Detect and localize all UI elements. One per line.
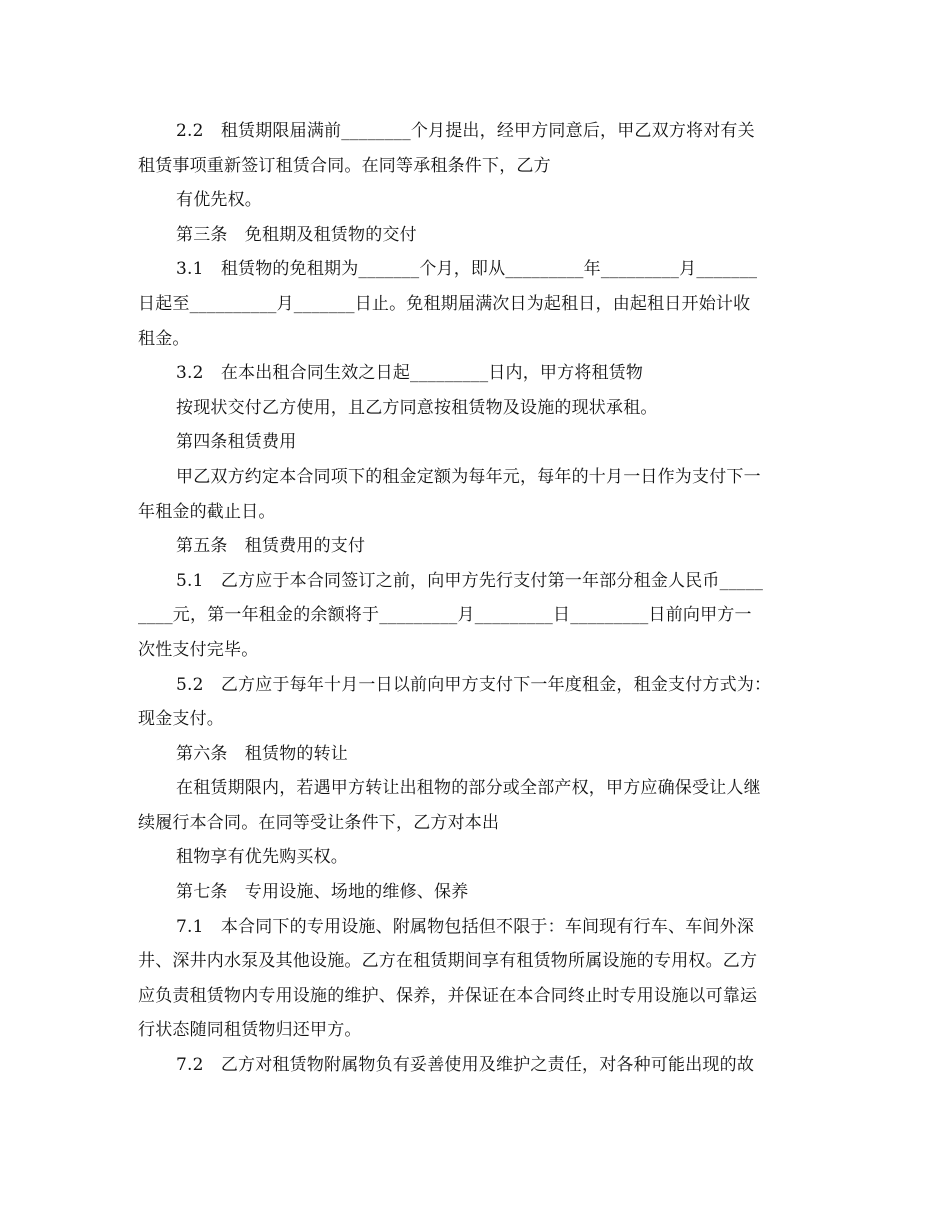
text-line: 在租赁期限内，若遇甲方转让出租物的部分或全部产权，甲方应确保受让人继 bbox=[176, 778, 761, 799]
text-line: 井、深井内水泵及其他设施。乙方在租赁期间享有租赁物所属设施的专用权。乙方 bbox=[138, 951, 758, 972]
text-line: 5.2 乙方应于每年十月一日以前向甲方支付下一年度租金，租金支付方式为： bbox=[176, 674, 772, 695]
text-line: 甲乙双方约定本合同项下的租金定额为每年元，每年的十月一日作为支付下一 bbox=[176, 466, 761, 487]
text-line: 次性支付完毕。 bbox=[138, 639, 259, 660]
text-line: 租金。 bbox=[138, 328, 190, 349]
text-line: 年租金的截止日。 bbox=[138, 501, 276, 522]
section-heading: 第六条 租赁物的转让 bbox=[176, 743, 348, 764]
section-heading: 第四条租赁费用 bbox=[176, 432, 297, 453]
text-line: 租物享有优先购买权。 bbox=[176, 847, 348, 868]
section-heading: 第七条 专用设施、场地的维修、保养 bbox=[176, 882, 469, 903]
text-line: 3.2 在本出租合同生效之日起_________日内，甲方将租赁物 bbox=[176, 363, 644, 384]
text-line: 续履行本合同。在同等受让条件下，乙方对本出 bbox=[138, 812, 500, 833]
section-heading: 第五条 租赁费用的支付 bbox=[176, 536, 366, 557]
text-line: 日起至__________月_______日止。免租期届满次日为起租日，由起租日开始计收 bbox=[138, 293, 751, 314]
text-line: 行状态随同租赁物归还甲方。 bbox=[138, 1020, 362, 1041]
text-line: 3.1 租赁物的免租期为_______个月，即从_________年_________月_______ bbox=[176, 259, 758, 280]
section-heading: 第三条 免租期及租赁物的交付 bbox=[176, 224, 417, 245]
text-line: 应负责租赁物内专用设施的维护、保养，并保证在本合同终止时专用设施以可靠运 bbox=[138, 985, 758, 1006]
text-line: 租赁事项重新签订租赁合同。在同等承租条件下，乙方 bbox=[138, 155, 551, 176]
text-line: 现金支付。 bbox=[138, 709, 224, 730]
text-line: 2.2 租赁期限届满前________个月提出，经甲方同意后，甲乙双方将对有关 bbox=[176, 121, 755, 141]
text-line: 7.2 乙方对租赁物附属物负有妥善使用及维护之责任，对各种可能出现的故 bbox=[176, 1055, 755, 1076]
text-line: 有优先权。 bbox=[176, 190, 262, 211]
text-line: 7.1 本合同下的专用设施、附属物包括但不限于：车间现有行车、车间外深 bbox=[176, 916, 755, 937]
text-line: 按现状交付乙方使用，且乙方同意按租赁物及设施的现状承租。 bbox=[176, 397, 658, 418]
text-line: ____元，第一年租金的余额将于_________月_________日_________日前向甲方一 bbox=[138, 605, 752, 626]
text-line: 5.1 乙方应于本合同签订之前，向甲方先行支付第一年部分租金人民币_____ bbox=[176, 570, 764, 591]
document-body bbox=[138, 114, 818, 1083]
